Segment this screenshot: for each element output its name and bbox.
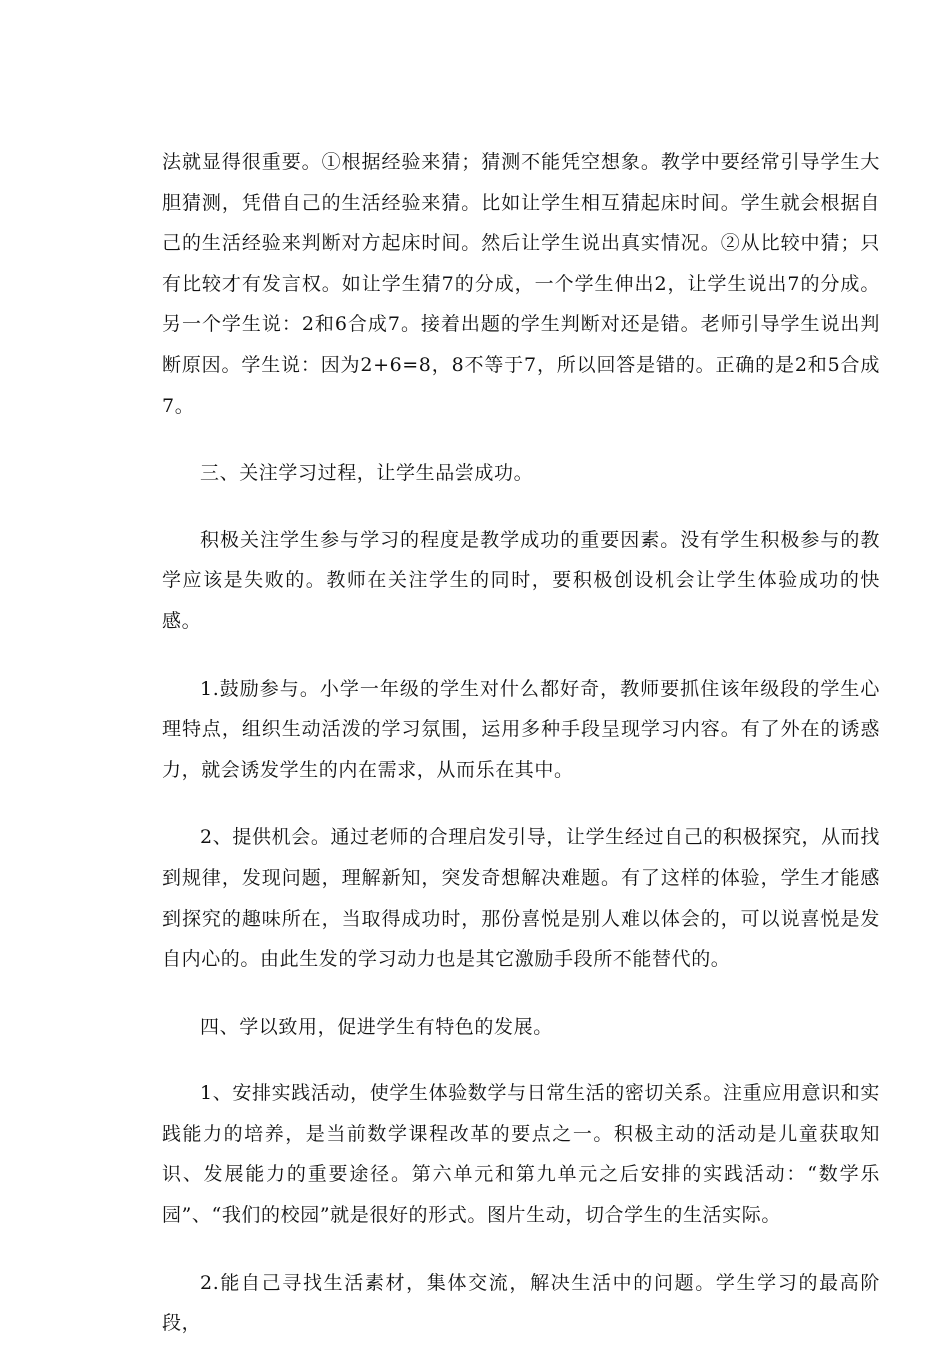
paragraph: 1、安排实践活动，使学生体验数学与日常生活的密切关系。注重应用意识和实践能力的培养，是当前数学课程改革的要点之一。积极主动的活动是儿童获取知识、发展能力的重要途径。第六单元和第九单元之后安排的实践活动：“数学乐园”、“我们的校园”就是很好的形式。图片生动，切合学生的生活实际。 [162, 1082, 880, 1227]
section-heading-4: 四、学以致用，促进学生有特色的发展。 [200, 1015, 553, 1038]
section-heading-3: 三、关注学习过程，让学生品尝成功。 [200, 462, 534, 485]
paragraph: 2、提供机会。通过老师的合理启发引导，让学生经过自己的积极探究，从而找到规律，发现问题，理解新知，突发奇想解决难题。有了这样的体验，学生才能感到探究的趣味所在，当取得成功时，那份喜悦是别人难以体会的，可以说喜悦是发自内心的。由此生发的学习动力也是其它激励手段所不能替代的。 [162, 826, 880, 971]
paragraph: 积极关注学生参与学习的程度是教学成功的重要因素。没有学生积极参与的教学应该是失败的。教师在关注学生的同时，要积极创设机会让学生体验成功的快感。 [162, 528, 880, 632]
paragraph: 1.鼓励参与。小学一年级的学生对什么都好奇，教师要抓住该年级段的学生心理特点，组织生动活泼的学习氛围，运用多种手段呈现学习内容。有了外在的诱惑力，就会诱发学生的内在需求，从而乐在其中。 [162, 677, 880, 781]
paragraph: 2.能自己寻找生活素材，集体交流，解决生活中的问题。学生学习的最高阶段， [162, 1271, 880, 1335]
document-body [162, 142, 880, 1371]
paragraph-continued: 法就显得很重要。①根据经验来猜；猜测不能凭空想象。教学中要经常引导学生大胆猜测，凭借自己的生活经验来猜。比如让学生相互猜起床时间。学生就会根据自己的生活经验来判断对方起床时间。然后让学生说出真实情况。②从比较中猜；只有比较才有发言权。如让学生猜7的分成，一个学生伸出2，让学生说出7的分成。另一个学生说：2和6合成7。接着出题的学生判断对还是错。老师引导学生说出判断原因。学生说：因为2+6=8，8不等于7，所以回答是错的。正确的是2和5合成7。 [162, 151, 880, 417]
